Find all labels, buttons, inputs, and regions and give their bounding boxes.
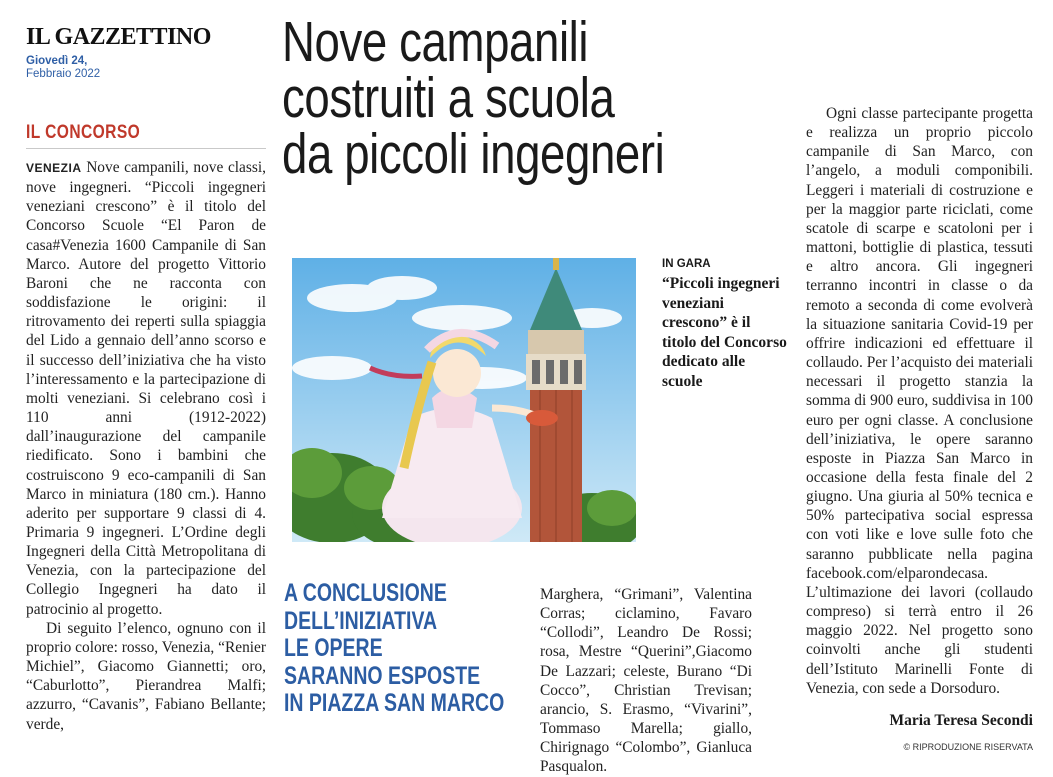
pull-quote-line-1: A CONCLUSIONE [284,579,447,607]
paragraph-4: Ogni classe partecipante progetta e realizza un proprio piccolo campanile di San Marco, con l’angelo, a moduli componibili. Leggeri i materiali di costruzione e per la maggior parte riciclati, come scatole di scarpe e scatoloni per i mattoni, bottiglie di plastica, tessuti e altro ancora. Gli ingegneri terranno incontri in classe o da remoto a seconda di come evolverà la situazione sanitaria Covid-19 per offrire indicazioni ed effettuare il collaudo. Per l’acquisto dei materiali necessari il progetto stanzia la somma di 900 euro, suddivisa in 100 euro per ogni classe. A conclusione dell’iniziativa, le opere saranno esposte in Piazza San Marco in occasione della festa finale del 2 giugno. Una giuria al 50% tecnica e 50% partecipativa social espressa con voti like e love sulle foto che saranno pubblicate nella pagina facebook.com/elparondecasa. L’ultimazione dei lavori (collaudo compreso) si terrà entro il 26 maggio 2022. Nel progetto sono coinvolti anche gli studenti dell’Istituto Marinelli Fonte di Venezia, con sede a Dorsoduro. [806,105,1033,697]
pull-quote-line-5: IN PIAZZA SAN MARCO [284,689,505,717]
dateline: VENEZIA [26,161,82,175]
paragraph-1: Nove campanili, nove classi, nove ingegneri. “Piccoli ingegneri veneziani crescono” è il titolo del Concorso Scuole “El Paron de casa#Venezia 1600 Campanile di San Marco. Autore del progetto Vittorio Baroni che ne racconta con soddisfazione le origini: il ritrovamento dei reperti sulla spiaggia del Lido a gennaio dell’anno scorso e il successo dell’iniziativa che ha visto l’interessamento e la partecipazione di molti veneziani. Si celebrano così i 110 anni (1912-2022) dall’inaugurazione del campanile riedificato. Sono i bambini che costruiscono 9 eco-campanili di San Marco in miniatura (180 cm.). Hanno aderito per supportare 9 classi di 4. Primaria 9 ingegneri. L’Ordine degli Ingegneri della Città Metropolitana di Venezia, con la partecipazione del Collegio Ingegneri ha dato il patrocinio al progetto. [26,159,266,618]
section-divider [26,148,266,149]
headline [282,10,698,186]
illustration-drawing [292,258,636,542]
illustration-campanile [292,258,636,542]
publication-date [26,55,100,81]
pull-quote-line-2: DELL’INIZIATIVA [284,606,438,635]
paragraph-3: Marghera, “Grimani”, Valentina Corras; ciclamino, Favaro “Collodi”, Leandro De Rossi; rosa, Mestre “Querini”,Giacomo De Lazzari; celeste, Burano “Di Cocco”, Christian Trevisan; arancio, S. Erasmo, “Vivarini”, Tommaso Marella; giallo, Chirignago “Colombo”, Gianluca Pasqualon. [540,586,752,776]
article-column-1 [26,158,266,734]
paragraph-2: Di seguito l’elenco, ognuno con il proprio colore: rosso, Venezia, “Renier Michiel”, Giacomo Giannetti; oro, “Caburlotto”, Pierandrea Malfi; azzurro, “Cavanis”, Fabiano Bellante; verde, [26,619,266,733]
masthead: IL GAZZETTINO [26,24,211,50]
headline-line-3: da piccoli ingegneri [282,122,665,186]
pull-quote [284,579,505,718]
section-label: IL CONCORSO [26,122,141,143]
date-day: Giovedì 24, [26,55,88,67]
date-month-year: Febbraio 2022 [26,68,101,80]
image-caption: “Piccoli ingegneri veneziani crescono” è il titolo del Concorso dedicato alle scuole [662,275,787,390]
headline-line-2: costruiti a scuola [282,66,615,130]
copyright-notice: © RIPRODUZIONE RISERVATA [903,742,1033,752]
pull-quote-line-3: LE OPERE [284,634,383,662]
author-byline: Maria Teresa Secondi [889,712,1033,729]
article-column-3 [540,585,752,777]
caption-kicker: IN GARA [662,258,711,270]
pull-quote-line-4: SARANNO ESPOSTE [284,661,481,690]
article-column-4 [806,104,1033,698]
headline-line-1: Nove campanili [282,10,589,74]
